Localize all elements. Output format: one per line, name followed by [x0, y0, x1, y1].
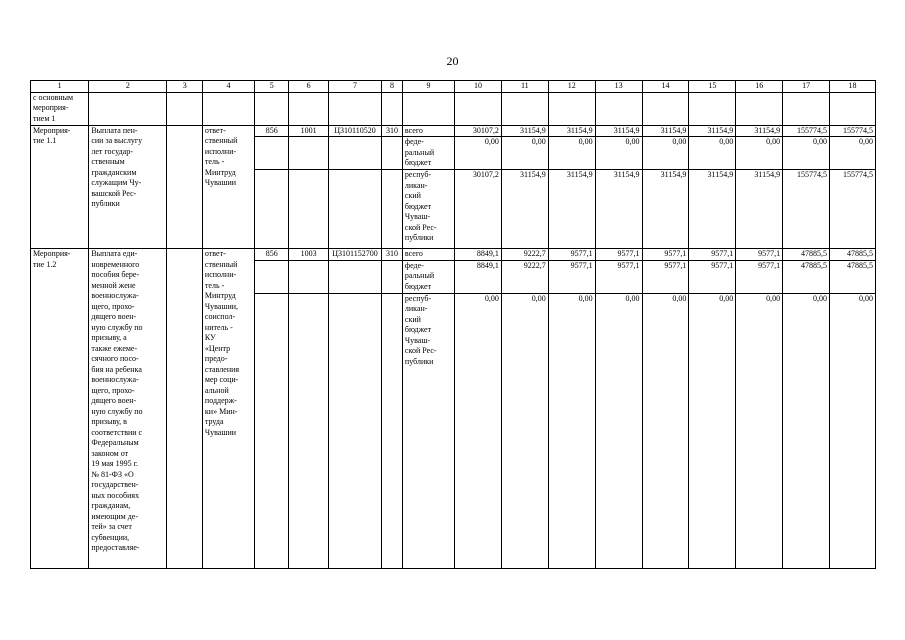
empty-cell	[167, 92, 202, 125]
value-cell: 31154,9	[642, 125, 689, 137]
value-cell: 155774,5	[783, 170, 830, 249]
value-cell: 0,00	[548, 137, 595, 170]
value-cell: 0,00	[595, 293, 642, 568]
value-cell: 0,00	[548, 293, 595, 568]
empty-cell	[255, 92, 289, 125]
code-cell: 1003	[289, 249, 329, 261]
measure-executor: ответ- ственный исполни- тель - Минтруд Чувашии, соиспол- нитель - КУ «Центр предо- ставления мер соци- альной поддерж- ки» Мин- труда Чувашии	[202, 249, 254, 569]
empty-cell	[501, 92, 548, 125]
empty-cell	[255, 170, 289, 249]
value-cell: 0,00	[642, 137, 689, 170]
empty-cell	[328, 170, 381, 249]
value-cell: 0,00	[595, 137, 642, 170]
column-number: 16	[736, 81, 783, 93]
value-cell: 47885,5	[830, 249, 876, 261]
funding-source: респуб- ликан- ский бюджет Чуваш- ской Рес- публики	[402, 293, 454, 568]
empty-cell	[382, 137, 403, 170]
value-cell: 47885,5	[783, 260, 830, 293]
value-cell: 9577,1	[736, 260, 783, 293]
column-number: 3	[167, 81, 202, 93]
column-number: 7	[328, 81, 381, 93]
value-cell: 0,00	[501, 293, 548, 568]
value-cell: 9577,1	[642, 249, 689, 261]
empty-cell	[382, 170, 403, 249]
empty-cell	[328, 293, 381, 568]
column-number: 8	[382, 81, 403, 93]
column-number: 4	[202, 81, 254, 93]
empty-cell	[382, 260, 403, 293]
column-number: 15	[689, 81, 736, 93]
value-cell: 31154,9	[689, 125, 736, 137]
empty-cell	[689, 92, 736, 125]
value-cell: 155774,5	[830, 170, 876, 249]
continuation-label: с основным мероприя- тием 1	[31, 92, 89, 125]
value-cell: 9577,1	[689, 249, 736, 261]
page-number: 20	[446, 54, 459, 68]
code-cell: Ц3101152700	[328, 249, 381, 261]
empty-cell	[736, 92, 783, 125]
empty-cell	[255, 293, 289, 568]
funding-source: всего	[402, 249, 454, 261]
empty-cell	[455, 92, 502, 125]
empty-cell	[255, 260, 289, 293]
value-cell: 0,00	[830, 137, 876, 170]
column-number: 13	[595, 81, 642, 93]
value-cell: 0,00	[830, 293, 876, 568]
empty-cell	[89, 92, 167, 125]
value-cell: 155774,5	[830, 125, 876, 137]
code-cell: 310	[382, 249, 403, 261]
empty-cell	[382, 293, 403, 568]
value-cell: 47885,5	[783, 249, 830, 261]
empty-cell	[289, 293, 329, 568]
column-number: 9	[402, 81, 454, 93]
value-cell: 0,00	[501, 137, 548, 170]
value-cell: 0,00	[783, 293, 830, 568]
column-number: 6	[289, 81, 329, 93]
measure-row	[31, 249, 876, 261]
empty-cell	[830, 92, 876, 125]
value-cell: 31154,9	[501, 125, 548, 137]
value-cell: 31154,9	[736, 170, 783, 249]
value-cell: 9577,1	[736, 249, 783, 261]
value-cell: 9577,1	[548, 260, 595, 293]
empty-cell	[382, 92, 403, 125]
column-number: 1	[31, 81, 89, 93]
funding-source: респуб- ликан- ский бюджет Чуваш- ской Рес- публики	[402, 170, 454, 249]
code-cell: Ц310110520	[328, 125, 381, 137]
empty-cell	[328, 260, 381, 293]
measure-row	[31, 125, 876, 137]
value-cell: 0,00	[642, 293, 689, 568]
empty-cell	[255, 137, 289, 170]
funding-source: феде- ральный бюджет	[402, 260, 454, 293]
empty-cell	[289, 92, 329, 125]
value-cell: 0,00	[455, 137, 502, 170]
value-cell: 155774,5	[783, 125, 830, 137]
value-cell: 31154,9	[595, 125, 642, 137]
empty-cell	[289, 260, 329, 293]
value-cell: 8849,1	[455, 260, 502, 293]
column-number: 18	[830, 81, 876, 93]
empty-cell	[167, 249, 202, 569]
column-number: 14	[642, 81, 689, 93]
value-cell: 9577,1	[548, 249, 595, 261]
empty-cell	[289, 137, 329, 170]
program-table	[30, 80, 876, 569]
value-cell: 9222,7	[501, 260, 548, 293]
value-cell: 31154,9	[501, 170, 548, 249]
empty-cell	[289, 170, 329, 249]
column-number-row	[31, 81, 876, 93]
empty-cell	[328, 137, 381, 170]
value-cell: 9577,1	[642, 260, 689, 293]
column-number: 11	[501, 81, 548, 93]
code-cell: 1001	[289, 125, 329, 137]
value-cell: 9577,1	[689, 260, 736, 293]
value-cell: 31154,9	[689, 170, 736, 249]
empty-cell	[167, 125, 202, 249]
column-number: 2	[89, 81, 167, 93]
column-number: 12	[548, 81, 595, 93]
empty-cell	[783, 92, 830, 125]
measure-name: Мероприя- тие 1.2	[31, 249, 89, 569]
value-cell: 9577,1	[595, 260, 642, 293]
value-cell: 8849,1	[455, 249, 502, 261]
funding-source: всего	[402, 125, 454, 137]
column-number: 5	[255, 81, 289, 93]
funding-source: феде- ральный бюджет	[402, 137, 454, 170]
measure-description: Выплата пен- сии за выслугу лет государ- ственным гражданским служащим Чу- вашской Рес- публики	[89, 125, 167, 249]
column-number: 10	[455, 81, 502, 93]
value-cell: 31154,9	[548, 125, 595, 137]
code-cell: 856	[255, 125, 289, 137]
empty-cell	[642, 92, 689, 125]
value-cell: 0,00	[689, 137, 736, 170]
continuation-row	[31, 92, 876, 125]
code-cell: 310	[382, 125, 403, 137]
value-cell: 0,00	[783, 137, 830, 170]
column-number: 17	[783, 81, 830, 93]
value-cell: 0,00	[689, 293, 736, 568]
value-cell: 0,00	[455, 293, 502, 568]
value-cell: 30107,2	[455, 125, 502, 137]
value-cell: 0,00	[736, 293, 783, 568]
value-cell: 31154,9	[548, 170, 595, 249]
value-cell: 9222,7	[501, 249, 548, 261]
empty-cell	[548, 92, 595, 125]
value-cell: 47885,5	[830, 260, 876, 293]
value-cell: 31154,9	[642, 170, 689, 249]
measure-name: Мероприя- тие 1.1	[31, 125, 89, 249]
code-cell: 856	[255, 249, 289, 261]
value-cell: 9577,1	[595, 249, 642, 261]
value-cell: 30107,2	[455, 170, 502, 249]
empty-cell	[202, 92, 254, 125]
measure-executor: ответ- ственный исполни- тель - Минтруд Чувашии	[202, 125, 254, 249]
value-cell: 31154,9	[736, 125, 783, 137]
measure-description: Выплата еди- новременного пособия бере- менной жене военнослужа- щего, прохо- дящего воен- ную службу по призыву, а также ежеме- сячного посо- бия на ребенка военнослужа- щего, прохо- дящего воен- ную службу по призыву, в соответствии с Федеральным законом от 19 мая 1995 г. № 81-ФЗ «О государствен- ных пособиях гражданам, имеющим де- тей» за счет субвенции, предоставляе-	[89, 249, 167, 569]
empty-cell	[402, 92, 454, 125]
empty-cell	[595, 92, 642, 125]
empty-cell	[328, 92, 381, 125]
value-cell: 0,00	[736, 137, 783, 170]
value-cell: 31154,9	[595, 170, 642, 249]
